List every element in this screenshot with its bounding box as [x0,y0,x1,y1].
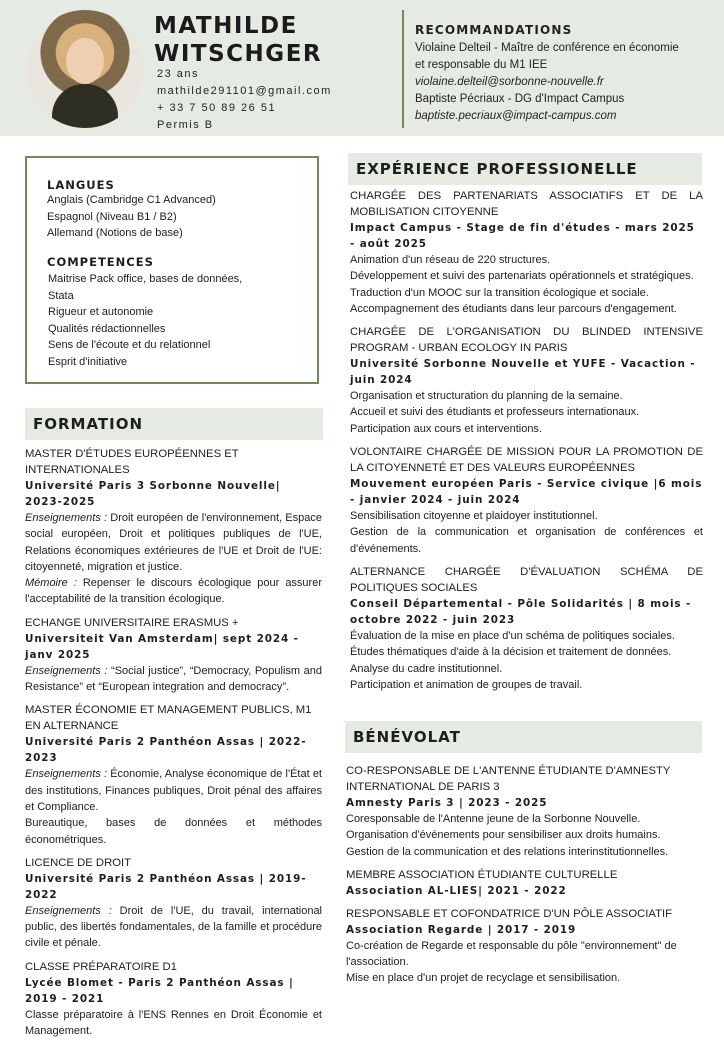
recommendation-line: et responsable du M1 IEE [415,59,548,71]
job-task: Participation aux cours et interventions. [350,422,542,435]
volunteer-task: Co-création de Regarde et responsable du pôle "environnement" de l'association. [346,939,677,969]
formation-institution: Université Paris 3 Sorbonne Nouvelle| 2023-2025 [25,480,281,508]
formation-description [25,903,322,952]
formation-title: LICENCE DE DROIT [25,856,132,869]
volunteer-task: Organisation d'événements pour sensibiliser aux droits humains. [346,829,661,842]
formation-description [25,510,322,575]
volunteer-task: Gestion de la communication et des relations interinstitutionnelles. [346,845,669,858]
formation-title: ECHANGE UNIVERSITAIRE ERASMUS + [25,616,239,629]
recommendations-title: RECOMMANDATIONS [415,23,573,37]
volunteering-entry [346,906,702,987]
languages-skills-box [25,156,319,384]
volunteer-organization: Association Regarde | 2017 - 2019 [346,923,577,936]
experience-entry [350,564,703,693]
formation-description [25,766,322,815]
profile-photo [26,10,144,128]
phone-text: + 33 7 50 89 26 51 [157,102,277,114]
volunteer-role: CO-RESPONSABLE DE L'ANTENNE ÉTUDIANTE D'AMNESTY INTERNATIONAL DE PARIS 3 [346,765,671,793]
volunteer-task: Coresponsable de l'Antenne jeune de la Sorbonne Nouvelle. [346,813,641,825]
recommendation-line: Violaine Delteil - Maître de conférence en économie [415,42,679,54]
formation-entry [25,615,322,696]
skill-item: Rigueur et autonomie [48,306,154,318]
contact-block [157,66,332,134]
job-organization: Mouvement européen Paris - Service civique |6 mois - janvier 2024 - juin 2024 [350,478,703,507]
formation-heading: FORMATION [25,408,323,440]
formation-institution: Universiteit Van Amsterdam| sept 2024 - janv 2025 [25,632,299,661]
job-task: Accueil et suivi des étudiants et professeurs internationaux. [350,406,640,419]
skill-item: Stata [48,289,74,302]
languages-title: LANGUES [47,178,115,192]
license-text: Permis B [157,119,214,131]
header-band [0,0,724,136]
job-title: VOLONTAIRE CHARGÉE DE MISSION POUR LA PROMOTION DE LA CITOYENNETÉ ET DES VALEURS EUROPÉENNES [350,446,703,475]
job-task: Développement et suivi des partenariats opérationnels et stratégiques. [350,270,694,283]
recommendations-block [415,22,705,125]
job-task: Organisation et structuration du planning de la semaine. [350,390,623,403]
language-item: Allemand (Notions de base) [47,227,183,239]
skill-item: Sens de l'écoute et du relationnel [48,339,211,351]
formation-title: MASTER ÉCONOMIE ET MANAGEMENT PUBLICS, M1 EN ALTERNANCE [25,704,312,733]
job-title: CHARGÉE DES PARTENARIATS ASSOCIATIFS ET DE LA MOBILISATION CITOYENNE [350,190,703,218]
person-name: MATHILDE WITSCHGER [154,13,323,67]
experience-entry [350,188,703,317]
formation-entry [25,855,322,952]
formation-entry [25,446,322,608]
job-task: Gestion de la communication et organisation de conférences et d'événements. [350,526,703,555]
volunteering-entry [346,867,702,899]
experience-section [350,188,703,700]
formation-section [25,446,322,1046]
formation-description [25,575,322,608]
volunteer-organization: Association AL-LIES| 2021 - 2022 [346,884,567,897]
description-text: Économie, Analyse économique de l'État et des institutions, Finances publiques, Droit pénal des affaires et Compliance. [25,768,322,813]
job-title: CHARGÉE DE L'ORGANISATION DU BLINDED INTENSIVE PROGRAM - URBAN ECOLOGY IN PARIS [350,326,703,355]
language-item: Espagnol (Niveau B1 / B2) [47,210,177,223]
languages-list [47,192,297,242]
description-label: Enseignements : [25,904,112,917]
description-text: Droit européen de l'environnement, Espace social européen, Droit et politiques publiques de l'UE, Relations économiques extérieures de l'UE et Droit de l'UE: citoyenneté, migration et justice. [25,512,323,573]
job-task: Traduction d'un MOOC sur la transition écologique et sociale. [350,286,649,299]
formation-institution: Lycée Blomet - Paris 2 Panthéon Assas | 2019 - 2021 [25,976,294,1005]
volunteering-section [346,763,702,994]
skills-title: COMPETENCES [47,255,154,269]
skill-item: Qualités rédactionnelles [48,322,166,335]
photo-shoulders [52,84,118,128]
job-task: Animation d'un réseau de 220 structures. [350,254,551,266]
description-label: Enseignements : [25,512,108,524]
volunteer-task: Mise en place d'un projet de recyclage et sensibilisation. [346,972,621,985]
job-task: Accompagnement des étudiants dans leur parcours d'engagement. [350,302,677,315]
job-task: Analyse du cadre institutionnel. [350,662,503,675]
description-text: Repenser le discours écologique pour assurer l'acceptabilité de la transition écologique. [25,577,322,606]
recommendations-lines [415,40,705,125]
recommendation-email: violaine.delteil@sorbonne-nouvelle.fr [415,76,604,88]
email-text: mathilde291101@gmail.com [157,85,332,97]
job-organization: Université Sorbonne Nouvelle et YUFE - Vacaction - juin 2024 [350,358,696,387]
volunteer-role: RESPONSABLE ET COFONDATRICE D'UN PÔLE ASSOCIATIF [346,907,673,920]
formation-description [25,663,322,696]
volunteer-role: MEMBRE ASSOCIATION ÉTUDIANTE CULTURELLE [346,868,618,881]
skill-item: Esprit d'initiative [48,355,128,368]
description-text: Classe préparatoire à l'ENS Rennes en Droit Économie et Management. [25,1008,322,1038]
job-task: Participation et animation de groupes de travail. [350,678,583,691]
volunteer-organization: Amnesty Paris 3 | 2023 - 2025 [346,797,548,809]
formation-entry [25,959,322,1040]
formation-title: MASTER D'ÉTUDES EUROPÉENNES ET INTERNATIONALES [25,448,239,476]
description-label: Enseignements : [25,664,108,677]
job-task: Évaluation de la mise en place d'un schéma de politiques sociales. [350,629,675,642]
formation-institution: Université Paris 2 Panthéon Assas | 2019-2022 [25,872,307,901]
formation-description [25,815,322,848]
skills-list [48,271,298,370]
recommendation-email: baptiste.pecriaux@impact-campus.com [415,110,617,122]
header-divider [402,10,404,128]
formation-title: CLASSE PRÉPARATOIRE D1 [25,960,177,973]
job-task: Études thématiques d'aide à la décision et traitement de données. [350,646,672,659]
description-text: Droit de l'UE, du travail, international public, des libertés fondamentales, de la famille et procédure civile et pénale. [25,904,323,950]
job-organization: Conseil Départemental - Pôle Solidarités | 8 mois - octobre 2022 - juin 2023 [350,597,692,626]
experience-entry [350,324,703,437]
volunteering-entry [346,763,702,860]
formation-entry [25,702,322,847]
job-task: Sensibilisation citoyenne et plaidoyer institutionnel. [350,510,598,523]
description-text: Bureautique, bases de données et méthodes économétriques. [25,817,322,846]
experience-heading: EXPÉRIENCE PROFESSIONELLE [348,153,702,185]
formation-institution: Université Paris 2 Panthéon Assas | 2022-2023 [25,736,307,765]
description-text: “Social justice”, “Democracy, Populism and Resistance” et “European integration and democracy”. [25,664,323,694]
experience-entry [350,444,703,557]
photo-face [66,38,104,84]
formation-description [25,1007,322,1040]
job-title: ALTERNANCE CHARGÉE D'ÉVALUATION SCHÉMA DE POLITIQUES SOCIALES [350,565,703,594]
skill-item: Maitrise Pack office, bases de données, [48,273,243,285]
language-item: Anglais (Cambridge C1 Advanced) [47,194,216,206]
description-label: Enseignements : [25,768,108,781]
volunteering-heading: BÉNÉVOLAT [345,721,702,753]
age-text: 23 ans [157,68,200,80]
job-organization: Impact Campus - Stage de fin d'études - mars 2025 - août 2025 [350,222,695,250]
description-label: Mémoire : [25,577,77,590]
recommendation-line: Baptiste Pécriaux - DG d'Impact Campus [415,93,625,105]
